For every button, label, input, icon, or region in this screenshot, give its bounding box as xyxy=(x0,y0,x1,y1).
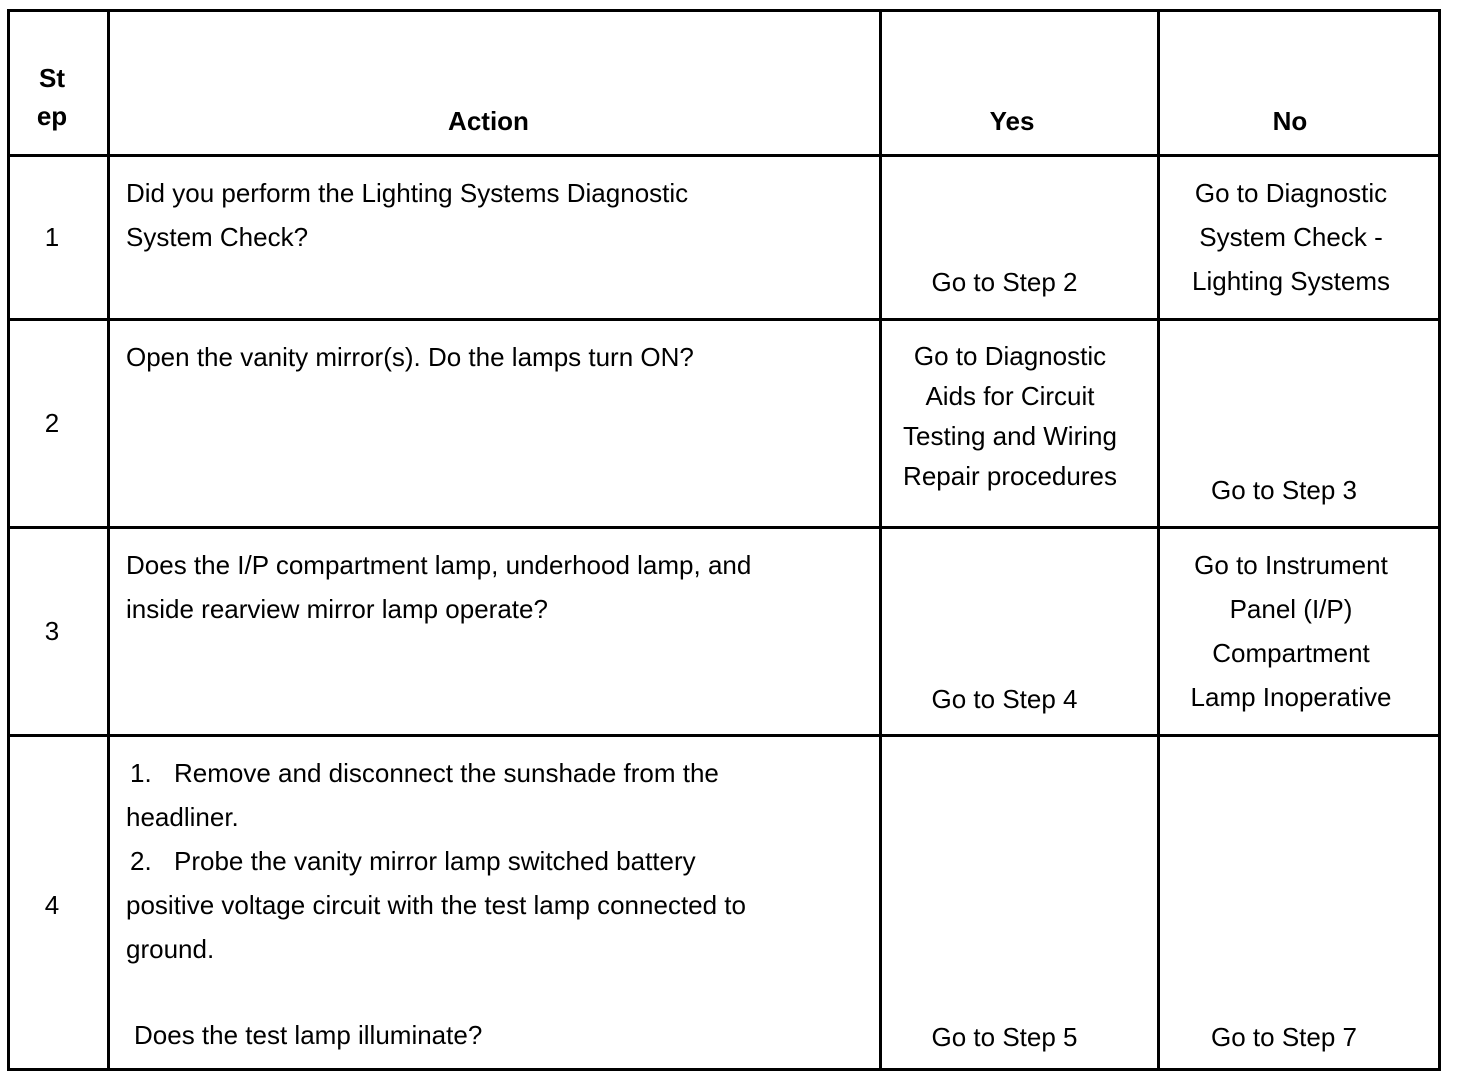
header-step xyxy=(10,59,94,135)
diagnostic-table xyxy=(7,9,1441,1069)
yes-outcome-line: Testing and Wiring xyxy=(903,421,1117,451)
column-divider xyxy=(879,9,882,1071)
substep xyxy=(126,839,876,883)
action-text xyxy=(126,171,876,259)
no-outcome xyxy=(1160,543,1422,719)
yes-outcome-line: Repair procedures xyxy=(903,461,1117,491)
table-divider xyxy=(7,318,1441,321)
action-text xyxy=(126,751,876,1057)
no-outcome: Go to Step 7 xyxy=(1211,1022,1357,1052)
action-line: Open the vanity mirror(s). Do the lamps turn ON? xyxy=(126,342,694,372)
yes-outcome: Go to Step 4 xyxy=(931,684,1078,714)
table-divider xyxy=(7,154,1441,157)
action-line: ground. xyxy=(126,934,215,964)
action-line: Remove and disconnect the sunshade from the xyxy=(174,758,719,788)
no-outcome: Go to Step 3 xyxy=(1211,475,1357,505)
action-line: inside rearview mirror lamp operate? xyxy=(126,594,548,624)
yes-outcome: Go to Step 2 xyxy=(931,267,1078,297)
action-line: Did you perform the Lighting Systems Diagnostic xyxy=(126,178,689,208)
action-question: Does the test lamp illuminate? xyxy=(134,1020,483,1050)
substep xyxy=(126,751,876,795)
no-outcome-line: Lamp Inoperative xyxy=(1190,682,1392,712)
header-yes: Yes xyxy=(989,106,1035,136)
action-line: headliner. xyxy=(126,802,239,832)
column-divider xyxy=(1157,9,1160,1071)
step-number: 2 xyxy=(44,408,60,438)
table-divider xyxy=(7,734,1441,737)
yes-outcome: Go to Step 5 xyxy=(931,1022,1078,1052)
no-outcome-line: Lighting Systems xyxy=(1192,266,1390,296)
step-number: 1 xyxy=(44,222,60,252)
yes-outcome xyxy=(882,336,1138,496)
header-no: No xyxy=(1272,106,1308,136)
header-step-line: St xyxy=(39,63,65,93)
yes-outcome-line: Aids for Circuit xyxy=(925,381,1095,411)
step-number: 4 xyxy=(44,890,60,920)
substep-number: 2. xyxy=(130,846,152,876)
header-action: Action xyxy=(448,106,529,136)
column-divider xyxy=(107,9,110,1071)
action-text xyxy=(126,335,876,379)
no-outcome-line: Go to Diagnostic xyxy=(1194,178,1388,208)
no-outcome-line: System Check - xyxy=(1199,222,1383,252)
table-divider xyxy=(7,526,1441,529)
action-line: Probe the vanity mirror lamp switched battery xyxy=(174,846,696,876)
table-border-right xyxy=(1438,9,1441,1071)
action-line: positive voltage circuit with the test lamp connected to xyxy=(126,890,746,920)
no-outcome-line: Compartment xyxy=(1212,638,1370,668)
table-border-bottom xyxy=(7,1068,1441,1071)
table-border-top xyxy=(7,9,1441,12)
header-step-line: ep xyxy=(36,101,68,131)
no-outcome-line: Go to Instrument xyxy=(1194,550,1388,580)
action-text xyxy=(126,543,876,631)
yes-outcome-line: Go to Diagnostic xyxy=(913,341,1107,371)
step-number: 3 xyxy=(44,616,60,646)
action-line: Does the I/P compartment lamp, underhood lamp, and xyxy=(126,550,752,580)
substep-number: 1. xyxy=(130,758,152,788)
no-outcome xyxy=(1160,171,1422,303)
no-outcome-line: Panel (I/P) xyxy=(1229,594,1353,624)
action-line: System Check? xyxy=(126,222,309,252)
